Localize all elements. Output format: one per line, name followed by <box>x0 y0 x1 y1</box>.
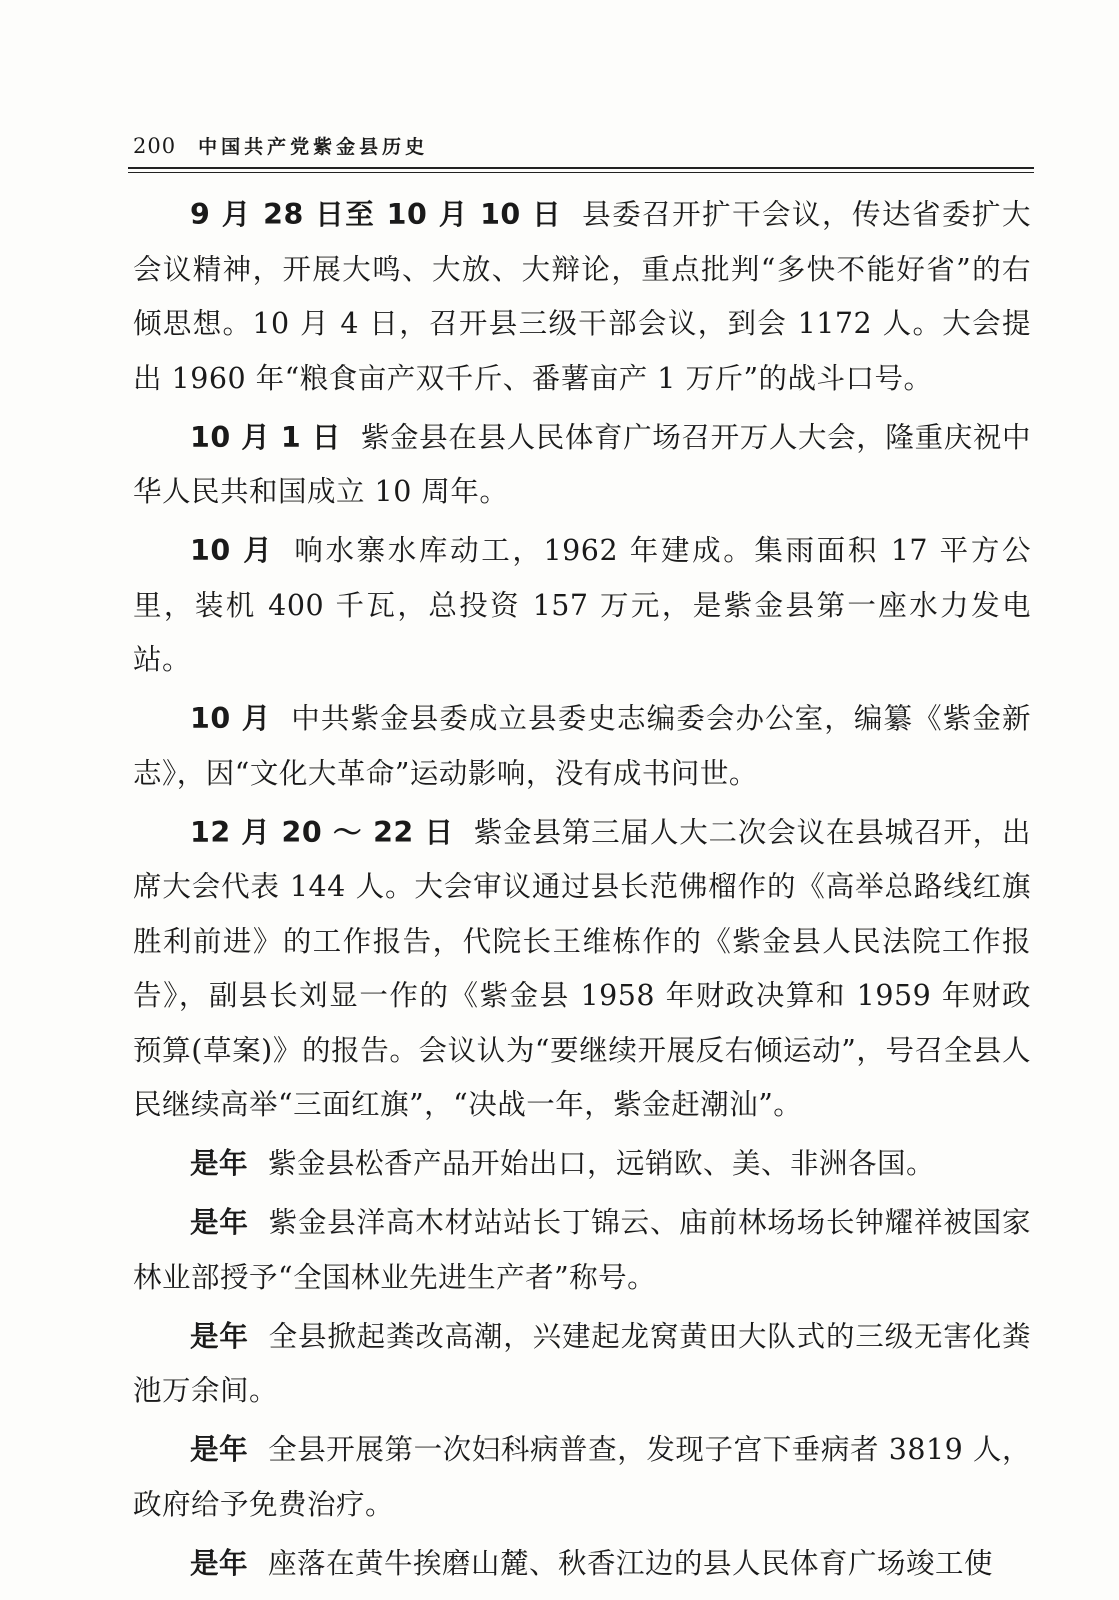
entry-date: 10 月 1 日 <box>190 420 341 454</box>
book-title: 中国共产党紫金县历史 <box>198 136 429 158</box>
chronicle-entry <box>133 188 1031 406</box>
header-rule-thick <box>128 167 1034 169</box>
entry-date: 10 月 <box>190 702 272 735</box>
chronicle-entries <box>133 188 1031 1596</box>
chronicle-entry <box>133 1537 1031 1592</box>
entry-text: 全县开展第一次妇科病普查，发现子宫下垂病者 3819 人，政府给予免费治疗。 <box>133 1433 1031 1521</box>
entry-text: 座落在黄牛挨磨山麓、秋香江边的县人民体育广场竣工使 <box>267 1546 993 1580</box>
chronicle-entry <box>133 524 1031 688</box>
entry-text: 中共紫金县委成立县委史志编委会办公室，编纂《紫金新志》，因“文化大革命”运动影响，没有成书问世。 <box>133 702 1031 790</box>
entry-date: 是年 <box>190 1206 249 1239</box>
chronicle-entry <box>133 692 1031 801</box>
entry-text: 紫金县松香产品开始出口，远销欧、美、非洲各国。 <box>267 1147 935 1180</box>
running-header <box>133 132 428 166</box>
entry-date: 9 月 28 日至 10 月 10 日 <box>190 198 563 231</box>
chronicle-entry <box>133 1196 1031 1305</box>
entry-date: 是年 <box>190 1546 249 1580</box>
page-number: 200 <box>133 134 177 158</box>
entry-date: 12 月 20 ～ 22 日 <box>190 815 454 849</box>
entry-date: 10 月 <box>190 534 275 567</box>
entry-text: 县委召开扩干会议，传达省委扩大会议精神，开展大鸣、大放、大辩论，重点批判“多快不能好省”的右倾思想。10 月 4 日，召开县三级干部会议，到会 1172 人。大会提出 1960 年“粮食亩产双千斤、番薯亩产 1 万斤”的战斗口号。 <box>133 198 1031 395</box>
chronicle-entry <box>133 1310 1031 1419</box>
entry-date: 是年 <box>190 1147 249 1180</box>
entry-text: 全县掀起粪改高潮，兴建起龙窝黄田大队式的三级无害化粪池万余间。 <box>133 1319 1031 1407</box>
chronicle-entry <box>133 411 1031 520</box>
entry-text: 紫金县洋高木材站站长丁锦云、庙前林场场长钟耀祥被国家林业部授予“全国林业先进生产者”称号。 <box>133 1206 1031 1294</box>
entry-text: 紫金县在县人民体育广场召开万人大会，隆重庆祝中华人民共和国成立 10 周年。 <box>133 420 1031 508</box>
chronicle-entry <box>133 1137 1031 1192</box>
chronicle-entry <box>133 806 1031 1133</box>
entry-text: 响水寨水库动工，1962 年建成。集雨面积 17 平方公里，装机 400 千瓦，总投资 157 万元，是紫金县第一座水力发电站。 <box>133 534 1031 676</box>
header-rule-thin <box>128 172 1034 173</box>
chronicle-entry <box>133 1423 1031 1532</box>
entry-date: 是年 <box>190 1433 249 1466</box>
entry-text: 紫金县第三届人大二次会议在县城召开，出席大会代表 144 人。大会审议通过县长范佛榴作的《高举总路线红旗胜利前进》的工作报告，代院长王维栋作的《紫金县人民法院工作报告》，副县长刘显一作的《紫金县 1958 年财政决算和 1959 年财政预算(草案)》的报告。会议认为“要继续开展反右倾运动”，号召全县人民继续高举“三面红旗”，“决战一年，紫金赶潮汕”。 <box>133 815 1031 1121</box>
entry-date: 是年 <box>190 1319 249 1353</box>
